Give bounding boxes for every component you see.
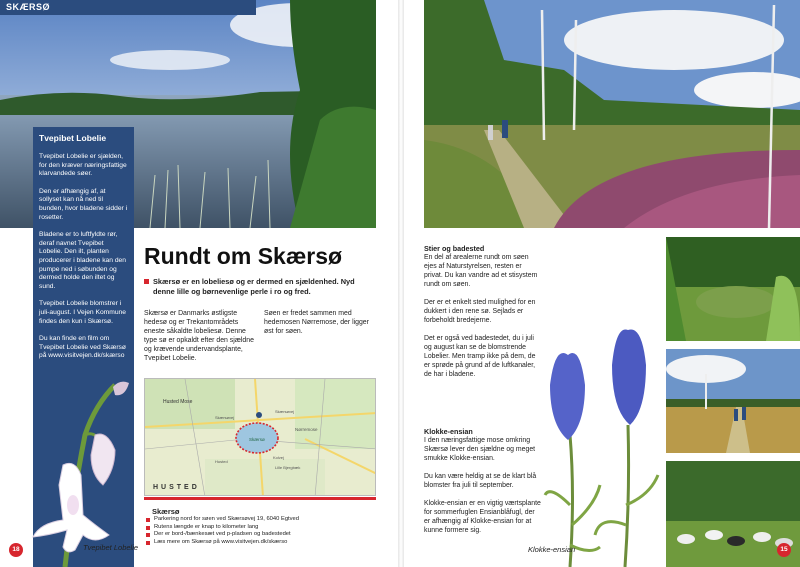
map-label: Lille Bjergbæk (275, 465, 301, 470)
gentian-paragraph: Du kan være heldig at se de klart blå blomster fra juli til september. (424, 473, 537, 489)
info-item: Læs mere om Skærsø på www.visitvejen.dk/skærso (146, 539, 378, 547)
section-header-bar (0, 0, 256, 15)
lobelia-flower-image (25, 375, 135, 567)
info-item: Der er bord-/bænkesæt ved p-pladsen og badestedet (146, 531, 378, 539)
sidebar-paragraph: Bladene er to luftfyldte rør, deraf navnet Tvepibet Lobelie. Den ilt, planten producerer i bladene kan den pumpe ned i søbunden og dermed holde den iltet og sund. (39, 231, 126, 290)
map-label: Husted (215, 459, 228, 464)
gentian-title: Klokke-ensian (424, 427, 473, 436)
sidebar-paragraph: Den er afhængig af, at sollyset kan nå ned til bunden, hvor bladene sidder i rosetter. (39, 187, 128, 221)
article-lead: Skærsø er en lobeliesø og er dermed en sjældenhed. Nyd denne lille og børnevenlige perle i ro og fred. (144, 277, 374, 296)
lobelia-caption: Tvepibet Lobelie (83, 543, 139, 552)
map-label: Husted Mose (163, 399, 193, 405)
map-label: Skærsø (249, 437, 265, 442)
paths-paragraph: Det er også ved badestedet, du i juli og august kan se de blomstrende Lobelier. Men tramp ikke på dem, de er sprøde på grund af de luftkanaler, de har i bladene. (424, 335, 536, 378)
heath-path-photo (424, 0, 800, 228)
map-label: Skærsøvej (275, 409, 295, 414)
spine (398, 0, 404, 567)
sidebar-paragraph: Du kan finde en film om Tvepibet Lobelie ved Skærsø på www.visitvejen.dk/skærso (39, 335, 126, 360)
sidebar-paragraph: Tvepibet Lobelie blomstrer i juli-august. I Vejen Kommune findes den kun i Skærsø. (39, 300, 126, 325)
map-label: Skærsøvej (215, 415, 235, 420)
gentian-section (424, 427, 542, 535)
info-divider (144, 497, 376, 500)
map-label: HUSTED (153, 484, 200, 491)
article-column-1: Skærsø er Danmarks østligste hedesø og er Trekantområdets eneste såkaldte lobeliesø. Denne type sø er opkaldt efter den sjældne og krævende undervandsplante, Tvepibet Lobelie. (144, 310, 254, 362)
paths-paragraph: En del af arealerne rundt om søen ejes af Naturstyrelsen, resten er privat. Du kan vandre ad et stisystem rundt om søen. (424, 254, 538, 288)
paths-paragraph: Der er et enkelt sted mulighed for en dukkert i den rene sø. Sejlads er forbeholdt bredejerne. (424, 299, 536, 324)
paths-section (424, 244, 542, 379)
route-map (144, 378, 376, 496)
gentian-paragraph: I den næringsfattige mose omkring Skærsø lever den sjældne og meget smukke Klokke-ensian. (424, 437, 536, 462)
info-title: Skærsø (152, 507, 180, 516)
article-title: Rundt om Skærsø (144, 243, 343, 269)
article-column-2: Søen er fredet sammen med hedemosen Nørremose, der ligger øst for søen. (264, 310, 369, 335)
hikers-thumbnail (666, 349, 800, 453)
sidebar-title: Tvepibet Lobelie (39, 133, 107, 143)
map-label: Nørremose (295, 427, 318, 432)
pond-thumbnail (666, 237, 800, 341)
section-title: SKÆRSØ (6, 2, 51, 12)
gentian-flower-image (540, 325, 660, 567)
paths-title: Stier og badested (424, 244, 485, 253)
page-number-right: 15 (777, 543, 791, 557)
sidebar-paragraph: Tvepibet Lobelie er sjælden, for den kræver næringsfattige klarvandede søer. (39, 153, 127, 178)
gentian-caption: Klokke-ensian (528, 545, 576, 554)
info-item: Rutens længde er knap to kilometer lang (146, 524, 378, 532)
info-item: Parkering nord for søen ved Skærsøvej 19, 6040 Egtved (146, 516, 378, 524)
gentian-paragraph: Klokke-ensian er en vigtig værtsplante for sommerfuglen Ensianblåfugl, der er afhængig af Klokke-ensian for at kunne formere sig. (424, 500, 541, 534)
page-number-left: 18 (9, 543, 23, 557)
info-list (146, 516, 378, 546)
map-label: Kolvej (273, 455, 284, 460)
